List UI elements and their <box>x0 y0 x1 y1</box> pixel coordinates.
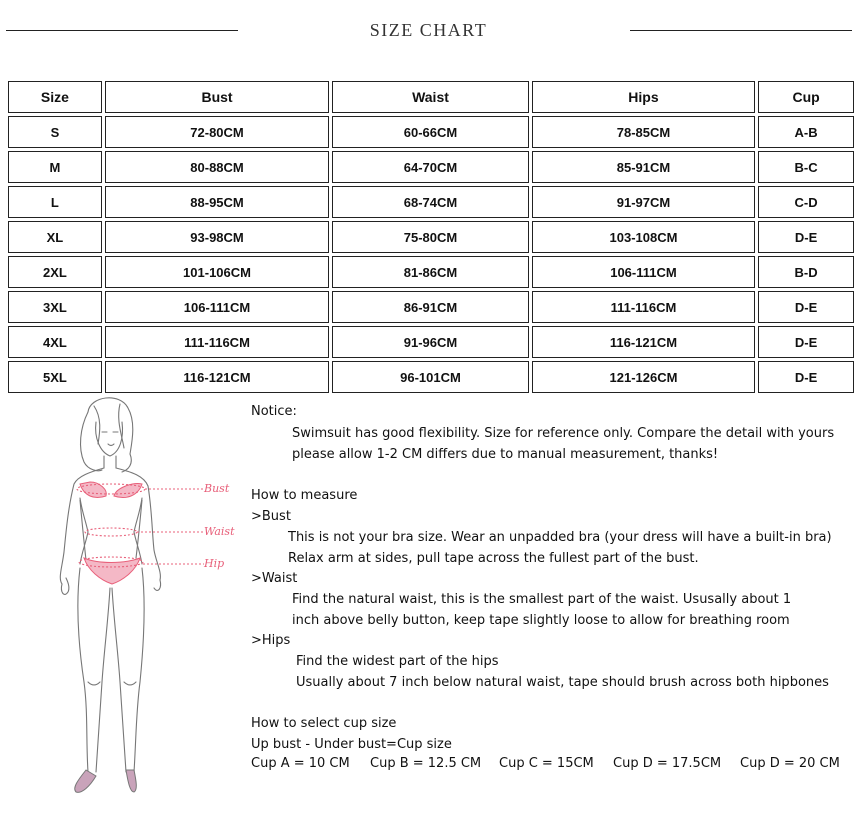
cup-size-item: Cup A = 10 CM <box>251 756 350 771</box>
waist-cell: 91-96CM <box>332 326 529 358</box>
cup-size-item: Cup D = 20 CM <box>740 756 840 771</box>
page-title: SIZE CHART <box>369 20 488 40</box>
waist-cell: 81-86CM <box>332 256 529 288</box>
bust-line-1: This is not your bra size. Wear an unpadded bra (your dress will have a built-in bra) <box>288 530 832 545</box>
hips-cell: 85-91CM <box>532 151 755 183</box>
cup-cell: D-E <box>758 291 854 323</box>
waist-cell: 86-91CM <box>332 291 529 323</box>
hips-heading: >Hips <box>251 633 291 648</box>
waist-cell: 64-70CM <box>332 151 529 183</box>
hips-cell: 91-97CM <box>532 186 755 218</box>
notice-title: Notice: <box>251 404 297 419</box>
table-row <box>8 326 854 358</box>
bust-cell: 72-80CM <box>105 116 329 148</box>
bust-label: Bust <box>204 482 230 495</box>
table-header-row <box>8 81 854 113</box>
hips-cell: 106-111CM <box>532 256 755 288</box>
hips-cell: 111-116CM <box>532 291 755 323</box>
column-header-hips: Hips <box>532 81 755 113</box>
hips-cell: 103-108CM <box>532 221 755 253</box>
bust-cell: 116-121CM <box>105 361 329 393</box>
bust-line-2: Relax arm at sides, pull tape across the fullest part of the bust. <box>288 551 699 566</box>
cup-cell: C-D <box>758 186 854 218</box>
bust-cell: 101-106CM <box>105 256 329 288</box>
cup-size-item: Cup B = 12.5 CM <box>370 756 482 771</box>
waist-line-1: Find the natural waist, this is the smallest part of the waist. Ususally about 1 <box>292 592 792 607</box>
size-table <box>5 78 857 396</box>
table-row <box>8 151 854 183</box>
how-to-measure-title: How to measure <box>251 488 358 503</box>
notice-line-1: Swimsuit has good flexibility. Size for reference only. Compare the detail with yours <box>292 426 835 441</box>
waist-label: Waist <box>204 525 235 538</box>
cup-cell: B-C <box>758 151 854 183</box>
measurement-figure <box>28 392 238 817</box>
notice-line-2: please allow 1-2 CM differs due to manual measurement, thanks! <box>292 447 719 462</box>
size-cell: 2XL <box>8 256 102 288</box>
cup-cell: D-E <box>758 361 854 393</box>
header-divider-right <box>630 30 852 31</box>
hips-cell: 121-126CM <box>532 361 755 393</box>
waist-cell: 60-66CM <box>332 116 529 148</box>
table-row <box>8 116 854 148</box>
cup-size-title: How to select cup size <box>251 716 397 731</box>
size-cell: M <box>8 151 102 183</box>
waist-cell: 68-74CM <box>332 186 529 218</box>
size-cell: XL <box>8 221 102 253</box>
cup-cell: A-B <box>758 116 854 148</box>
table-row <box>8 291 854 323</box>
bust-cell: 88-95CM <box>105 186 329 218</box>
cup-cell: D-E <box>758 221 854 253</box>
hips-cell: 116-121CM <box>532 326 755 358</box>
size-cell: 4XL <box>8 326 102 358</box>
column-header-waist: Waist <box>332 81 529 113</box>
column-header-cup: Cup <box>758 81 854 113</box>
waist-cell: 96-101CM <box>332 361 529 393</box>
size-cell: L <box>8 186 102 218</box>
hips-cell: 78-85CM <box>532 116 755 148</box>
cup-cell: D-E <box>758 326 854 358</box>
column-header-size: Size <box>8 81 102 113</box>
size-cell: S <box>8 116 102 148</box>
cup-size-list <box>251 756 851 774</box>
bust-cell: 93-98CM <box>105 221 329 253</box>
woman-sketch-illustration <box>28 392 238 817</box>
size-cell: 3XL <box>8 291 102 323</box>
bust-cell: 106-111CM <box>105 291 329 323</box>
column-header-bust: Bust <box>105 81 329 113</box>
hips-line-2: Usually about 7 inch below natural waist, tape should brush across both hipbones <box>296 675 829 690</box>
table-row <box>8 186 854 218</box>
size-cell: 5XL <box>8 361 102 393</box>
waist-line-2: inch above belly button, keep tape slightly loose to allow for breathing room <box>292 613 790 628</box>
size-chart-header <box>0 14 857 48</box>
cup-formula: Up bust - Under bust=Cup size <box>251 737 452 752</box>
waist-cell: 75-80CM <box>332 221 529 253</box>
hips-line-1: Find the widest part of the hips <box>296 654 499 669</box>
cup-size-item: Cup C = 15CM <box>499 756 594 771</box>
waist-heading: >Waist <box>251 571 298 586</box>
table-row <box>8 361 854 393</box>
table-row <box>8 221 854 253</box>
hip-label: Hip <box>204 557 225 570</box>
bust-heading: >Bust <box>251 509 291 524</box>
bust-cell: 111-116CM <box>105 326 329 358</box>
bust-cell: 80-88CM <box>105 151 329 183</box>
cup-cell: B-D <box>758 256 854 288</box>
table-row <box>8 256 854 288</box>
cup-size-item: Cup D = 17.5CM <box>613 756 722 771</box>
